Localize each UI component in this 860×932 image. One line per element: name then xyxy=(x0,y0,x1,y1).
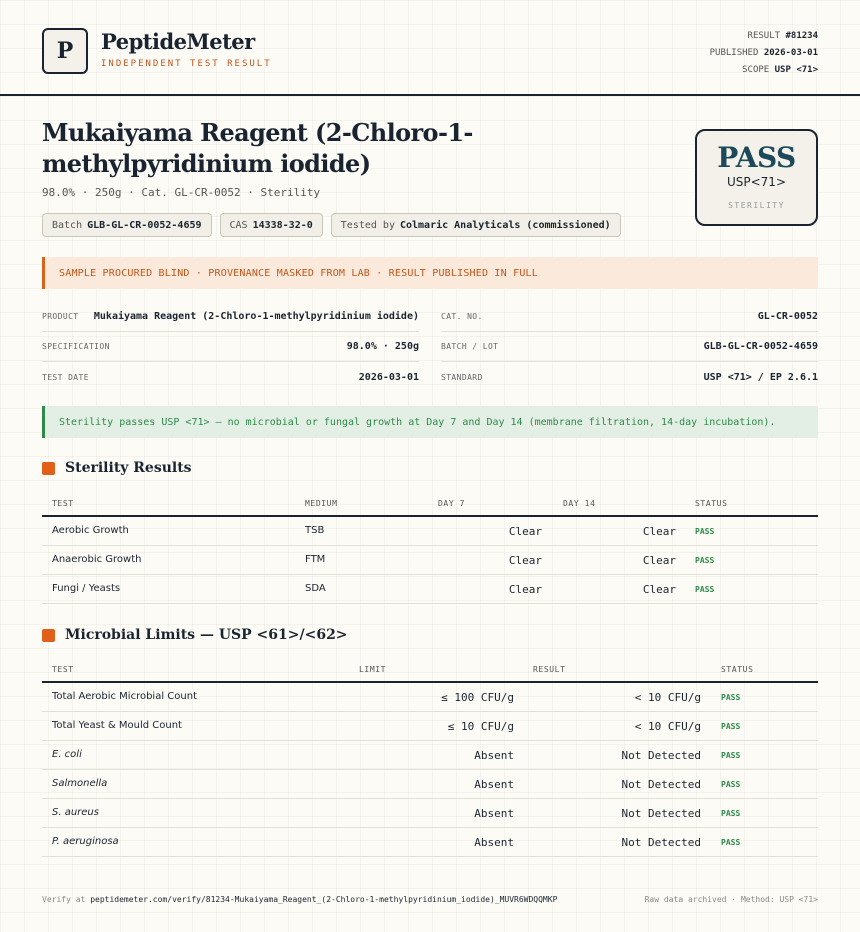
table-row: Total Aerobic Microbial Count ≤ 100 CFU/g < 10 CFU/g PASS xyxy=(42,683,818,712)
info-grid-right xyxy=(441,302,818,392)
result-meta xyxy=(710,28,818,79)
brand-subtitle: INDEPENDENT TEST RESULT xyxy=(101,59,272,69)
table-row: P. aeruginosa Absent Not Detected PASS xyxy=(42,828,818,857)
microbial-section-heading: Microbial Limits — USP <61>/<62> xyxy=(42,627,348,643)
info-row: STANDARD USP <71> / EP 2.6.1 xyxy=(441,371,818,383)
status-badge: PASS xyxy=(721,838,741,847)
page-title: Mukaiyama Reagent (2-Chloro-1-methylpyridinium iodide) xyxy=(42,118,473,178)
cas-chip: CAS 14338-32-0 xyxy=(220,213,323,237)
provenance-banner: SAMPLE PROCURED BLIND · PROVENANCE MASKED FROM LAB · RESULT PUBLISHED IN FULL xyxy=(42,257,818,289)
footer-method: Raw data archived · Method: USP <71> xyxy=(644,895,818,904)
verify-line: Verify at peptidemeter.com/verify/81234-Mukaiyama_Reagent_(2-Chloro-1-methylpyridinium_iodide)_MUVR6WDQQMKP xyxy=(42,895,558,904)
batch-chip: Batch GLB-GL-CR-0052-4659 xyxy=(42,213,212,237)
status-badge: PASS xyxy=(721,722,741,731)
microbial-table xyxy=(42,656,818,857)
published-line: PUBLISHED 2026-03-01 xyxy=(709,48,818,58)
info-row: BATCH / LOT GLB-GL-CR-0052-4659 xyxy=(441,332,818,362)
result-id-line: RESULT #81234 xyxy=(747,31,818,41)
status-badge: PASS xyxy=(695,585,715,594)
status-badge: PASS xyxy=(721,780,741,789)
verify-link[interactable]: peptidemeter.com/verify/81234-Mukaiyama_Reagent_(2-Chloro-1-methylpyridinium_iodide)_MUVR6WDQQMKP xyxy=(90,895,558,904)
table-row: Aerobic Growth TSB Clear Clear PASS xyxy=(42,517,818,546)
info-row: TEST DATE 2026-03-01 xyxy=(42,371,419,383)
product-chips xyxy=(42,213,621,237)
table-header: TEST MEDIUM DAY 7 DAY 14 STATUS xyxy=(42,490,818,517)
report-footer xyxy=(42,895,818,904)
brand-logo: P xyxy=(42,28,88,74)
brand-name: PeptideMeter xyxy=(101,29,255,54)
scope-line: SCOPE USP <71> xyxy=(742,65,818,75)
status-badge: PASS xyxy=(721,693,741,702)
table-header: TEST LIMIT RESULT STATUS xyxy=(42,656,818,683)
table-row: Total Yeast & Mould Count ≤ 10 CFU/g < 10 CFU/g PASS xyxy=(42,712,818,741)
summary-banner: Sterility passes USP <71> — no microbial or fungal growth at Day 7 and Day 14 (membrane filtration, 14-day incubation). xyxy=(42,406,818,438)
product-subtitle: 98.0% · 250g · Cat. GL-CR-0052 · Sterility xyxy=(42,186,321,199)
info-grid-left xyxy=(42,302,419,392)
table-row: S. aureus Absent Not Detected PASS xyxy=(42,799,818,828)
sterility-section-heading: Sterility Results xyxy=(42,460,192,476)
report-header xyxy=(0,0,860,96)
info-row: CAT. NO. GL-CR-0052 xyxy=(441,302,818,332)
verdict-standard: USP<71> xyxy=(726,175,786,189)
section-marker-icon xyxy=(42,629,55,642)
table-row: E. coli Absent Not Detected PASS xyxy=(42,741,818,770)
status-badge: PASS xyxy=(695,527,715,536)
table-row: Salmonella Absent Not Detected PASS xyxy=(42,770,818,799)
product-value: Mukaiyama Reagent (2-Chloro-1-methylpyridinium iodide) xyxy=(93,311,419,322)
status-badge: PASS xyxy=(721,809,741,818)
sterility-table xyxy=(42,490,818,604)
published-date: 2026-03-01 xyxy=(763,48,818,58)
status-badge: PASS xyxy=(695,556,715,565)
info-row: SPECIFICATION 98.0% · 250g xyxy=(42,332,419,362)
result-id: #81234 xyxy=(785,31,818,41)
status-badge: PASS xyxy=(721,751,741,760)
section-marker-icon xyxy=(42,462,55,475)
scope-value: USP <71> xyxy=(774,65,818,75)
verdict-scope: STERILITY xyxy=(728,201,785,210)
verdict-badge xyxy=(695,129,818,226)
info-row: PRODUCT Mukaiyama Reagent (2-Chloro-1-methylpyridinium iodide) xyxy=(42,302,419,332)
table-row: Fungi / Yeasts SDA Clear Clear PASS xyxy=(42,575,818,604)
verdict-word: PASS xyxy=(717,141,796,174)
table-row: Anaerobic Growth FTM Clear Clear PASS xyxy=(42,546,818,575)
tested-by-chip: Tested by Colmaric Analyticals (commissioned) xyxy=(331,213,621,237)
